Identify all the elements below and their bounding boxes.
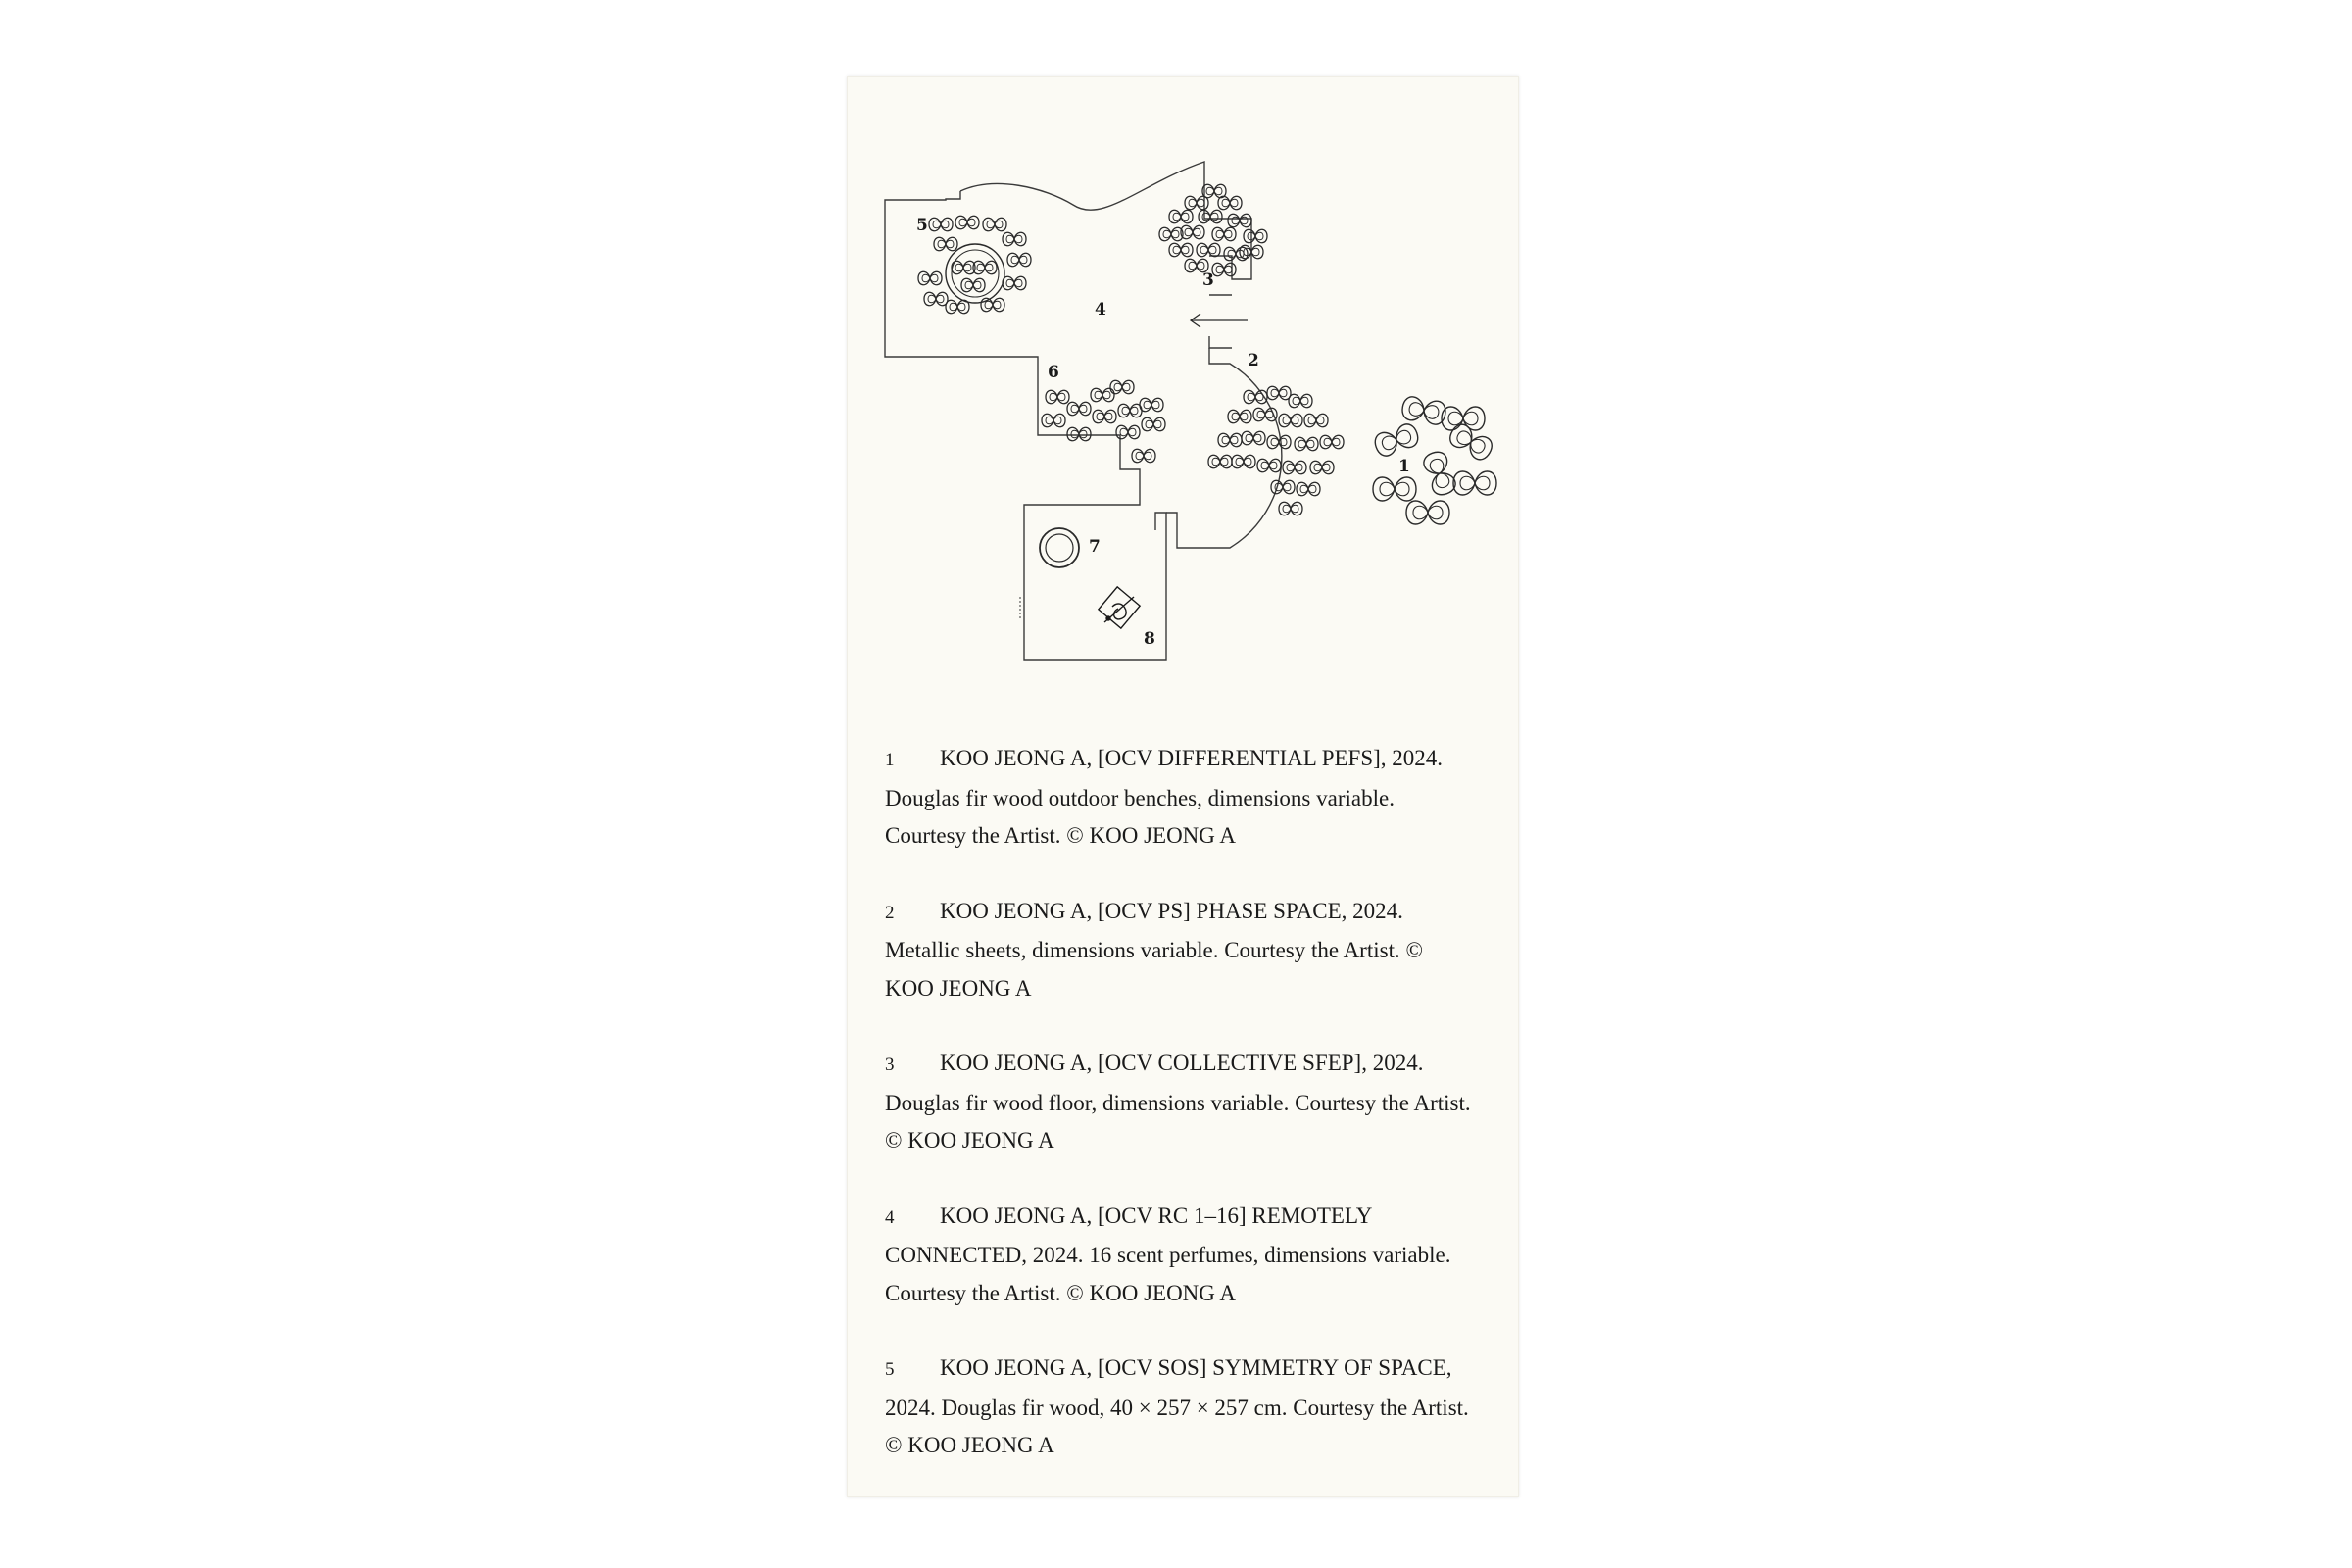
caption-item (885, 893, 1473, 1008)
caption-item (885, 1198, 1473, 1313)
plan-label-5: 5 (916, 216, 928, 235)
bench-cluster-2 (1208, 386, 1344, 515)
caption-number: 2 (885, 902, 895, 923)
caption-list (885, 740, 1473, 1502)
caption-item (885, 1349, 1473, 1465)
wall-curve-east (1166, 348, 1282, 548)
bench-cluster-6 (1042, 380, 1165, 463)
plan-label-1: 1 (1398, 457, 1410, 476)
caption-text: KOO JEONG A, [OCV DIFFERENTIAL PEFS], 2024. Douglas fir wood outdoor benches, dimensions variable. Courtesy the Artist. © KOO JEONG A (885, 746, 1444, 848)
plan-label-3: 3 (1202, 270, 1214, 290)
plan-label-8: 8 (1144, 629, 1155, 649)
caption-number: 4 (885, 1206, 895, 1228)
plan-label-2: 2 (1248, 351, 1259, 370)
caption-text: KOO JEONG A, [OCV SOS] SYMMETRY OF SPACE, 2024. Douglas fir wood, 40 × 257 × 257 cm. Courtesy the Artist. © KOO JEONG A (885, 1355, 1469, 1457)
caption-text: KOO JEONG A, [OCV RC 1–16] REMOTELY CONNECTED, 2024. 16 scent perfumes, dimensions variable. Courtesy the Artist. © KOO JEONG A (885, 1202, 1451, 1305)
wall-notch (1209, 336, 1232, 348)
caption-text: KOO JEONG A, [OCV PS] PHASE SPACE, 2024. Metallic sheets, dimensions variable. Courtesy the Artist. © KOO JEONG A (885, 898, 1423, 1001)
caption-item (885, 740, 1473, 856)
wall-outline-west (885, 191, 1166, 660)
caption-item (885, 1045, 1473, 1160)
work-8-object (1099, 587, 1140, 628)
plan-label-6: 6 (1048, 363, 1059, 382)
caption-number: 1 (885, 750, 895, 770)
bench-cluster-5 (918, 216, 1031, 314)
bench-cluster-1 (1372, 395, 1496, 524)
caption-number: 3 (885, 1054, 895, 1075)
entrance-arrow (1191, 314, 1248, 327)
caption-number: 5 (885, 1359, 895, 1380)
plan-label-7: 7 (1089, 537, 1101, 557)
caption-text: KOO JEONG A, [OCV COLLECTIVE SFEP], 2024. Douglas fir wood floor, dimensions variable. Courtesy the Artist. © KOO JEONG A (885, 1051, 1471, 1152)
plan-label-4: 4 (1095, 300, 1106, 319)
exhibition-guide-card (847, 76, 1519, 1497)
floor-plan (848, 77, 1518, 705)
floor-plan-drawing (848, 77, 1518, 705)
work-7-circle (1040, 528, 1079, 567)
